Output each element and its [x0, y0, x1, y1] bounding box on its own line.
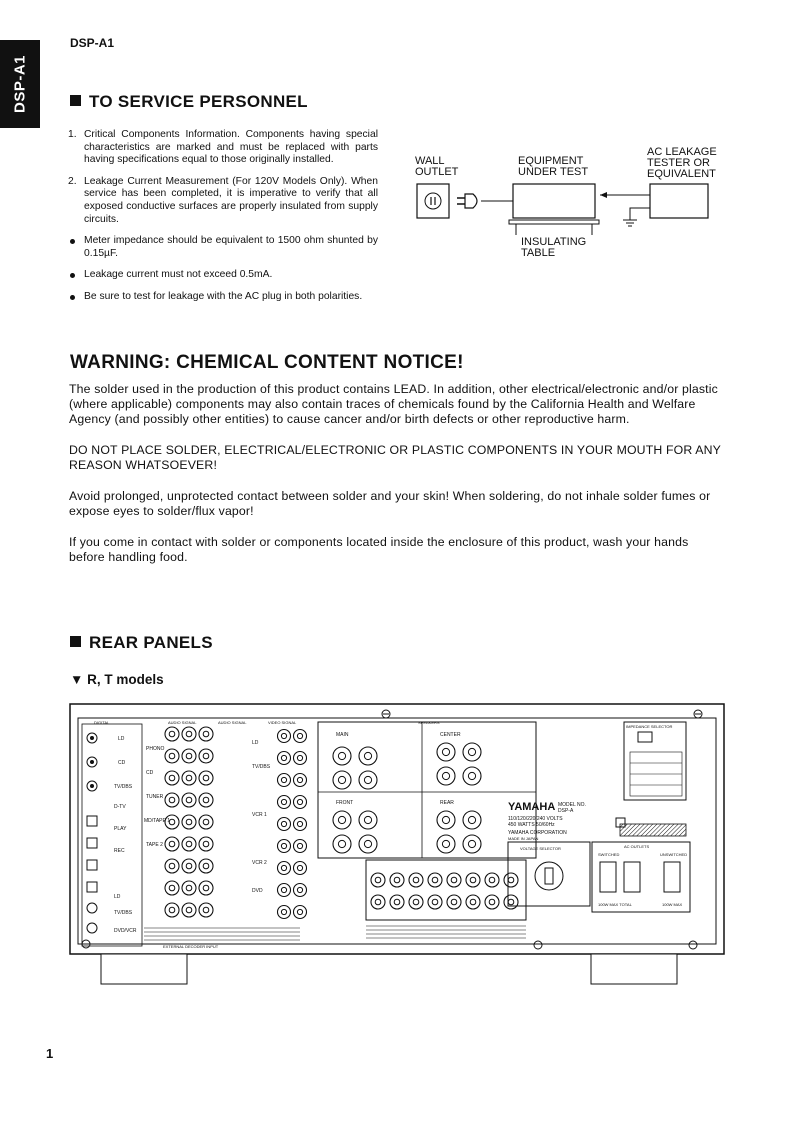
speaker-terminal	[437, 811, 455, 829]
max-total-label: 100W MAX TOTAL	[598, 902, 632, 907]
preout-jack	[409, 873, 423, 887]
side-tab-label: DSP-A1	[11, 54, 29, 114]
video-jack	[294, 884, 307, 897]
speaker-terminal	[463, 835, 481, 853]
service-item	[68, 269, 378, 282]
video-jack	[278, 840, 291, 853]
audio-jack	[182, 749, 196, 763]
audio-jack	[199, 727, 213, 741]
audio-signal-label: AUDIO SIGNAL	[168, 720, 197, 725]
audio-jack	[182, 793, 196, 807]
audio-jack	[182, 859, 196, 873]
svg-text:MD/TAPE 1: MD/TAPE 1	[144, 818, 171, 824]
model-label: DSP-A	[558, 808, 574, 814]
item-text: Be sure to test for leakage with the AC plug in both polarities.	[84, 290, 363, 302]
rear-speaker-label: REAR	[440, 800, 454, 806]
warning-body	[69, 382, 721, 581]
item-text: Meter impedance should be equivalent to 1500 ohm shunted by 0.15µF.	[84, 235, 378, 259]
speaker-terminal	[359, 747, 377, 765]
item-text: Leakage current must not exceed 0.5mA.	[84, 269, 273, 281]
audio-jack	[199, 881, 213, 895]
audio-jack	[199, 859, 213, 873]
svg-text:DVD/VCR: DVD/VCR	[114, 928, 137, 934]
square-bullet-icon	[70, 95, 81, 106]
service-item	[68, 176, 378, 226]
right-foot	[591, 954, 677, 984]
wall-outlet-label-1: WALL	[415, 155, 445, 167]
audio-signal-label-2: AUDIO SIGNAL	[218, 720, 247, 725]
video-jack	[294, 906, 307, 919]
video-jack	[294, 862, 307, 875]
audio-jack	[165, 793, 179, 807]
bullet-icon	[70, 239, 75, 244]
rear-subtitle: ▼ R, T models	[70, 672, 164, 687]
audio-jack	[165, 903, 179, 917]
front-speaker-label: FRONT	[336, 800, 354, 806]
watts-label: 450 WATTS 50/60Hz	[508, 822, 555, 828]
audio-jack	[182, 727, 196, 741]
svg-text:PHONO: PHONO	[146, 746, 165, 752]
side-tab	[0, 40, 40, 128]
video-jack	[294, 840, 307, 853]
video-jack	[294, 818, 307, 831]
audio-jack	[165, 837, 179, 851]
unswitched-label: UNSWITCHED	[660, 852, 688, 857]
audio-jack	[199, 815, 213, 829]
svg-text:LD: LD	[252, 740, 259, 746]
voltage-label: 110/120/220/240 VOLTS	[508, 816, 563, 822]
ext-decoder-label: EXTERNAL DECODER INPUT	[163, 944, 219, 949]
audio-jack	[199, 903, 213, 917]
svg-text:PLAY: PLAY	[114, 826, 127, 832]
video-jack	[278, 862, 291, 875]
svg-text:TAPE 2: TAPE 2	[146, 842, 163, 848]
svg-text:DVD: DVD	[252, 888, 263, 894]
audio-jack	[199, 771, 213, 785]
video-jack	[294, 752, 307, 765]
rear-title-text: REAR PANELS	[89, 633, 213, 652]
audio-jack	[199, 749, 213, 763]
speaker-terminal	[463, 743, 481, 761]
svg-text:REC: REC	[114, 848, 125, 854]
audio-jack	[182, 881, 196, 895]
tester-label-2: TESTER OR	[647, 157, 710, 169]
equipment-box	[513, 184, 595, 218]
preout-jack	[504, 873, 518, 887]
video-signal-label: VIDEO SIGNAL	[268, 720, 297, 725]
preout-jack	[504, 895, 518, 909]
table-label-2: TABLE	[521, 247, 556, 259]
center-speaker-label: CENTER	[440, 732, 461, 738]
item-text: Critical Components Information. Components having special characteristics are marked and must be replaced with parts having specifications equal to those originally installed.	[84, 129, 378, 166]
svg-text:CD: CD	[146, 770, 154, 776]
rear-panel-illustration	[68, 700, 728, 990]
max-un-label: 100W MAX	[662, 902, 683, 907]
audio-jack	[182, 837, 196, 851]
made-label: MADE IN JAPAN	[508, 836, 539, 841]
speaker-terminal	[463, 767, 481, 785]
svg-text:TV/DBS: TV/DBS	[114, 784, 133, 790]
tester-box	[650, 184, 708, 218]
video-jack	[294, 730, 307, 743]
bullet-icon	[70, 273, 75, 278]
svg-text:CD: CD	[118, 760, 126, 766]
audio-jack	[165, 749, 179, 763]
preout-jack	[428, 873, 442, 887]
preout-jack	[447, 873, 461, 887]
tester-label-1: AC LEAKAGE	[647, 146, 717, 158]
preout-jack	[466, 895, 480, 909]
warning-paragraph: DO NOT PLACE SOLDER, ELECTRICAL/ELECTRONIC OR PLASTIC COMPONENTS IN YOUR MOUTH FOR ANY REASON WHATSOEVER!	[69, 443, 721, 472]
svg-text:TV/DBS: TV/DBS	[252, 764, 271, 770]
audio-jack	[182, 815, 196, 829]
service-title-text: TO SERVICE PERSONNEL	[89, 92, 308, 111]
table-label-1: INSULATING	[521, 236, 587, 248]
main-speaker-label: MAIN	[336, 732, 349, 738]
ac-outlets-label: AC OUTLETS	[624, 844, 650, 849]
warning-paragraph: Avoid prolonged, unprotected contact between solder and your skin! When soldering, do not inhale solder fumes or expose eyes to solder/flux vapor!	[69, 489, 711, 518]
speaker-terminal	[463, 811, 481, 829]
outlet-socket-icon	[425, 193, 441, 209]
speakers-label: SPEAKERS	[418, 720, 440, 725]
video-jack	[278, 752, 291, 765]
service-item	[68, 291, 378, 304]
speaker-terminal	[359, 771, 377, 789]
svg-text:D-TV: D-TV	[114, 804, 126, 810]
svg-text:VCR 1: VCR 1	[252, 812, 267, 818]
video-jack	[294, 774, 307, 787]
page-number: 1	[46, 1046, 54, 1061]
svg-text:LD: LD	[114, 894, 121, 900]
service-list	[68, 129, 378, 313]
speaker-terminal	[359, 811, 377, 829]
model-code: DSP-A1	[70, 36, 115, 50]
arrow-icon	[600, 192, 607, 198]
equipment-label-2: UNDER TEST	[518, 166, 589, 178]
service-section-title	[70, 92, 308, 112]
svg-text:VCR 2: VCR 2	[252, 860, 267, 866]
speaker-terminal	[437, 767, 455, 785]
switched-label: SWITCHED	[598, 852, 620, 857]
tester-label-3: EQUIVALENT	[647, 168, 716, 180]
preout-jack	[371, 873, 385, 887]
preout-jack	[485, 895, 499, 909]
ground-icon	[623, 220, 637, 226]
video-jack	[278, 818, 291, 831]
svg-text:TUNER: TUNER	[146, 794, 164, 800]
item-number: 2.	[68, 175, 77, 187]
preout-jack	[447, 895, 461, 909]
speaker-terminal	[333, 811, 351, 829]
warning-paragraph: The solder used in the production of this product contains LEAD. In addition, other electrical/electronic and/or plastic (where applicable) components may also contain traces of chemicals found by the California Health and Welfare Agency (and possibly other entities) to cause cancer and/or birth defects or other reproductive harm.	[69, 382, 718, 426]
rear-panels-title	[70, 633, 213, 653]
video-jack	[278, 774, 291, 787]
audio-jack	[165, 881, 179, 895]
preout-jack	[390, 895, 404, 909]
voltage-selector-label: VOLTAGE SELECTOR	[520, 846, 561, 851]
audio-jack	[182, 903, 196, 917]
bullet-icon	[70, 295, 75, 300]
warning-title: WARNING: CHEMICAL CONTENT NOTICE!	[70, 352, 464, 373]
audio-jack	[165, 727, 179, 741]
corp-label: YAMAHA CORPORATION	[508, 830, 567, 836]
insulating-table	[509, 220, 599, 224]
speaker-terminal	[333, 771, 351, 789]
warning-paragraph: If you come in contact with solder or components located inside the enclosure of this product, wash your hands before handling food.	[69, 535, 689, 564]
impedance-selector-label: IMPEDANCE SELECTOR	[626, 724, 673, 729]
svg-text:TV/DBS: TV/DBS	[114, 910, 133, 916]
speaker-terminal	[333, 747, 351, 765]
plug-icon	[457, 194, 477, 208]
wall-outlet-label-2: OUTLET	[415, 166, 459, 178]
video-jack	[278, 796, 291, 809]
video-jack	[294, 796, 307, 809]
brand-logo: YAMAHA	[508, 801, 556, 813]
audio-jack	[182, 771, 196, 785]
wall-outlet-box	[417, 184, 449, 218]
left-foot	[101, 954, 187, 984]
preout-jack	[485, 873, 499, 887]
service-item	[68, 235, 378, 260]
preout-jack	[409, 895, 423, 909]
leakage-test-diagram	[405, 140, 735, 270]
speaker-terminal	[437, 835, 455, 853]
preout-jack	[466, 873, 480, 887]
audio-jack	[165, 771, 179, 785]
digital-label: DIGITAL	[94, 720, 110, 725]
audio-jack	[199, 793, 213, 807]
audio-jack	[165, 859, 179, 873]
audio-jacks	[165, 727, 213, 917]
equipment-label-1: EQUIPMENT	[518, 155, 584, 167]
model-no-label: MODEL NO.	[558, 802, 586, 808]
item-text: Leakage Current Measurement (For 120V Models Only). When service has been completed, it is imperative to verify that all exposed conductive surfaces are properly insulated from supply circuits.	[84, 175, 378, 225]
preout-jack	[390, 873, 404, 887]
video-jack	[278, 884, 291, 897]
service-item	[68, 129, 378, 167]
audio-jack	[199, 837, 213, 851]
speaker-terminal	[333, 835, 351, 853]
item-number: 1.	[68, 129, 77, 140]
preout-jack	[428, 895, 442, 909]
preout-jack	[371, 895, 385, 909]
speaker-terminal	[359, 835, 377, 853]
video-jack	[278, 730, 291, 743]
speaker-terminal	[437, 743, 455, 761]
square-bullet-icon	[70, 636, 81, 647]
video-jack	[278, 906, 291, 919]
svg-text:LD: LD	[118, 736, 125, 742]
